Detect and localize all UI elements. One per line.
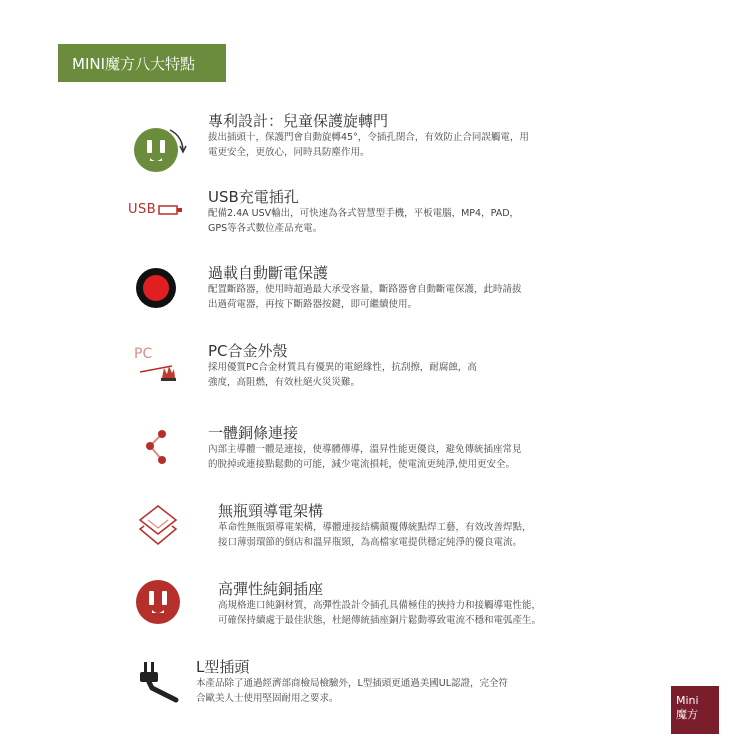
mini-cube-badge: Mini 魔方 xyxy=(671,686,719,734)
feature-title: 高彈性純銅插座 xyxy=(218,580,324,598)
feature-title: 過載自動斷電保護 xyxy=(208,264,329,282)
usb-icon: USB xyxy=(128,202,184,217)
feature-description: 配備2.4A USV輸出，可快速為各式智慧型手機，平板電腦，MP4，PAD， GPS等各式數位產品充電。 xyxy=(208,208,520,234)
share-nodes-icon xyxy=(142,428,172,466)
feature-description: 高規格進口純銅材質，高彈性設計令插孔具備極佳的挾持力和接觸導電性能， 可確保持續處于最佳狀態，杜絕傳統插座銅片鬆動導致電流不穩和電弧產生。 xyxy=(218,600,542,626)
socket-red-icon xyxy=(134,578,184,628)
feature-item xyxy=(0,578,750,658)
feature-description: 採用優質PC合金材質具有優異的電絕緣性，抗刮擦，耐腐蝕，高 強度，高阻燃，有效杜絕火災災難。 xyxy=(208,362,477,388)
feature-description: 配置斷路器，使用時超過最大承受容量，斷路器會自動斷電保護，此時請拔 出過荷電器，再按下斷路器按鍵，即可繼續使用。 xyxy=(208,284,522,310)
socket-green-icon xyxy=(130,124,190,176)
feature-title: USB充電插孔 xyxy=(208,188,299,206)
feature-title: PC合金外殼 xyxy=(208,342,288,360)
feature-title: 無瓶頸導電架構 xyxy=(218,502,324,520)
feature-title: 一體銅條連接 xyxy=(208,424,299,442)
feature-item xyxy=(0,110,750,190)
feature-item xyxy=(0,262,750,342)
feature-item xyxy=(0,422,750,502)
red-button-icon xyxy=(132,264,180,312)
feature-description: 本產品除了通過經濟部商檢局檢驗外，L型插頭更通過美國UL認證，完全符 合歐美人士使用堅固耐用之要求。 xyxy=(196,678,509,704)
feature-title: 專利設計：兒童保護旋轉門 xyxy=(208,112,389,130)
pc-flame-icon: PC xyxy=(132,346,192,390)
l-plug-icon xyxy=(132,658,182,704)
feature-title: L型插頭 xyxy=(196,658,250,676)
usb-plug-shape xyxy=(158,204,184,216)
feature-description: 拔出插頭十，保護門會自動旋轉45°，令插孔閉合，有效防止合同誤觸電，用 電更安全，更放心，同時具防塵作用。 xyxy=(208,132,529,158)
feature-banner xyxy=(58,44,226,82)
banner-title: MINI魔方八大特點 xyxy=(72,54,196,73)
feature-item xyxy=(0,656,750,736)
flame-shape xyxy=(132,346,192,390)
feature-item xyxy=(0,186,750,266)
feature-item xyxy=(0,340,750,420)
feature-item xyxy=(0,500,750,580)
feature-description: 內部主導體一體是連接，使導體傳導，溫昇性能更優良，避免傳統插座常見 的脫掉或連接點鬆動的可能，減少電流損耗，使電流更純淨,使用更安全。 xyxy=(208,444,522,470)
layers-icon xyxy=(136,504,180,548)
feature-description: 革命性無瓶頸導電架構，導體連接結構顛覆傳統點焊工藝，有效改善焊點， 接口薄弱環節的倒店和溫昇瓶頸，為高檔家電提供穩定純淨的優良電流。 xyxy=(218,522,532,548)
